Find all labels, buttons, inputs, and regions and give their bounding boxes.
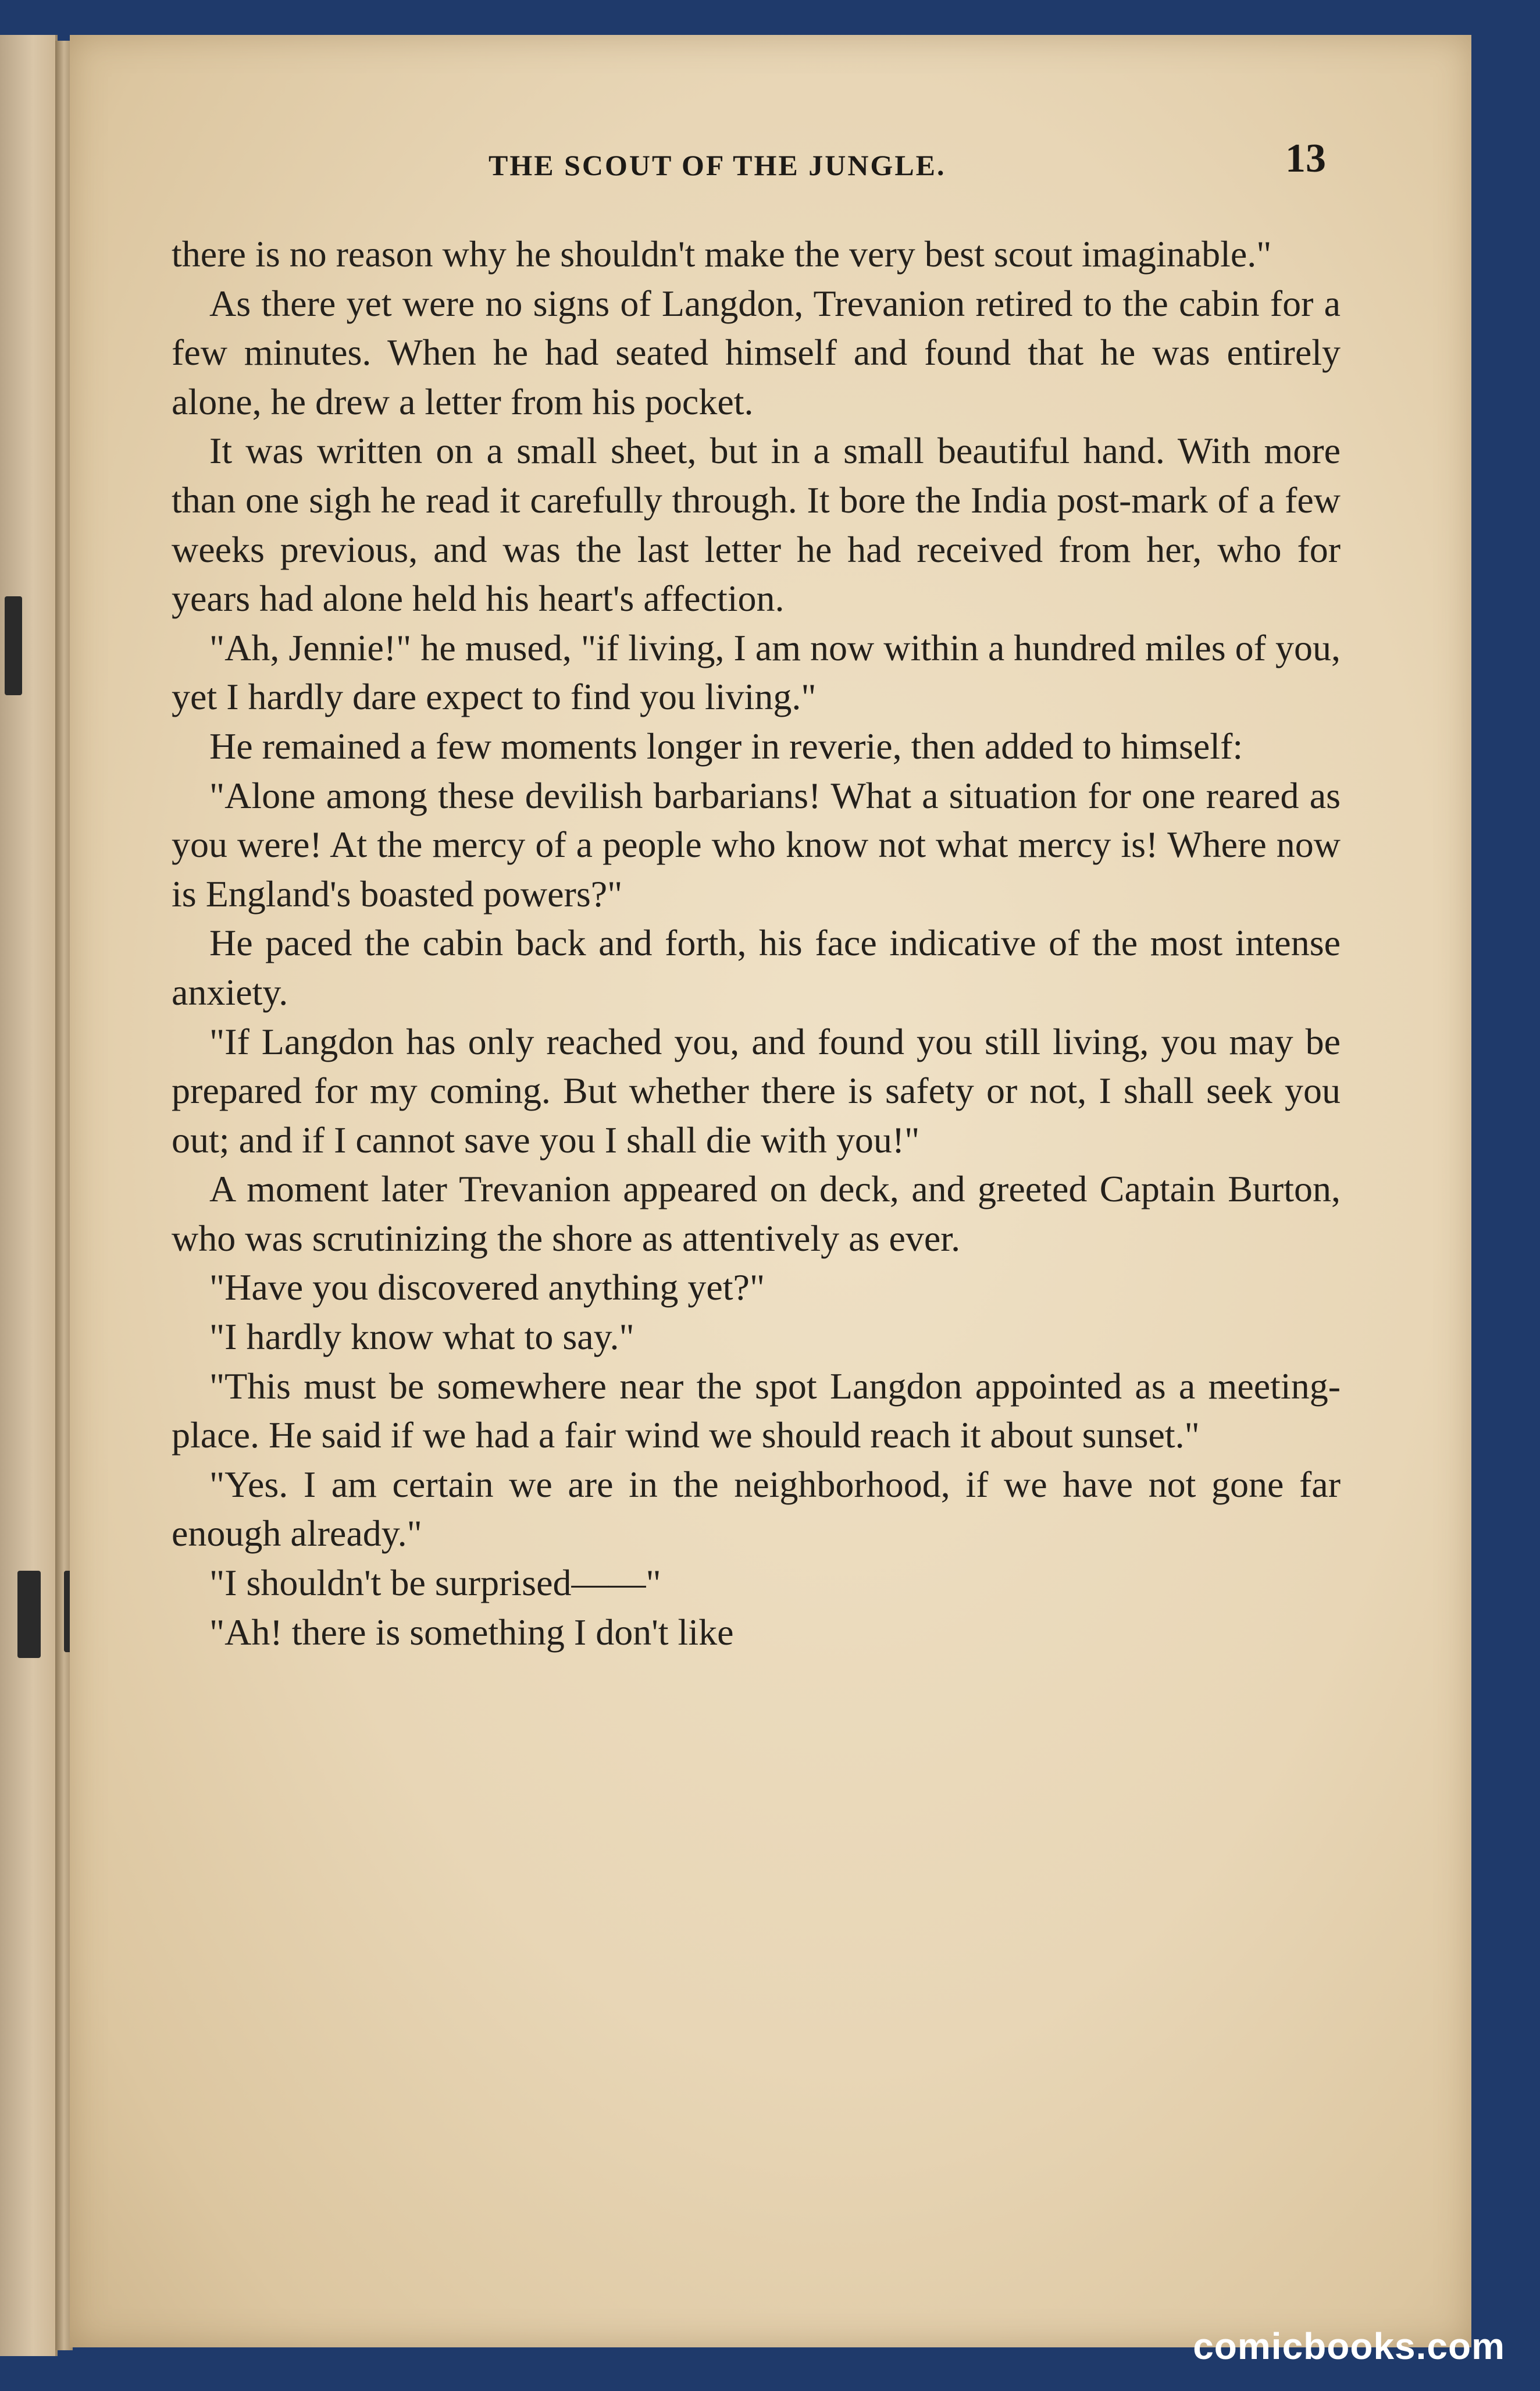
binding-stitch-upper: [5, 596, 22, 695]
paragraph: "Ah, Jennie!" he mused, "if living, I am now within a hundred miles of you, yet I hardly dare expect to find you living.": [172, 627, 1341, 718]
running-title: THE SCOUT OF THE JUNGLE.: [489, 149, 946, 182]
paragraph: "Ah! there is something I don't like: [209, 1611, 734, 1653]
body-text: [172, 230, 1341, 1657]
paragraph: "I shouldn't be surprised——": [209, 1562, 661, 1604]
paragraph: "Have you discovered anything yet?": [209, 1266, 765, 1308]
paragraph: A moment later Trevanion appeared on deck, and greeted Captain Burton, who was scrutinizing the shore as attentively as ever.: [172, 1168, 1341, 1259]
paragraph: It was written on a small sheet, but in a small beautiful hand. With more than one sigh he read it carefully through. It bore the India post-mark of a few weeks previous, and was the last letter he had received from her, who for years had alone held his heart's affection.: [172, 430, 1341, 620]
paragraph: "I hardly know what to say.": [209, 1316, 634, 1358]
page-number: 13: [1285, 136, 1326, 181]
paragraph: "Alone among these devilish barbarians! What a situation for one reared as you were! At the mercy of a people who know not what mercy is! Where now is England's boasted powers?": [172, 774, 1341, 915]
page-header: [145, 131, 1326, 195]
paragraph: "This must be somewhere near the spot Langdon appointed as a meeting-place. He said if we had a fair wind we should reach it about sunset.": [172, 1365, 1341, 1456]
binding-stitch-lower: [17, 1571, 41, 1658]
watermark-text: comicbooks.com: [1193, 2325, 1505, 2367]
paragraph: He paced the cabin back and forth, his face indicative of the most intense anxiety.: [172, 922, 1341, 1013]
facing-page-edge: [0, 35, 58, 2356]
paragraph: there is no reason why he shouldn't make the very best scout imaginable.": [172, 233, 1272, 275]
paragraph: "If Langdon has only reached you, and found you still living, you may be prepared for my coming. But whether there is safety or not, I shall seek you out; and if I cannot save you I shall die with you!": [172, 1020, 1341, 1161]
paragraph: "Yes. I am certain we are in the neighborhood, if we have not gone far enough already.": [172, 1463, 1341, 1554]
paragraph: As there yet were no signs of Langdon, Trevanion retired to the cabin for a few minutes. When he had seated himself and found that he was entirely alone, he drew a letter from his pocket.: [172, 282, 1341, 422]
paragraph: He remained a few moments longer in reverie, then added to himself:: [209, 725, 1243, 767]
